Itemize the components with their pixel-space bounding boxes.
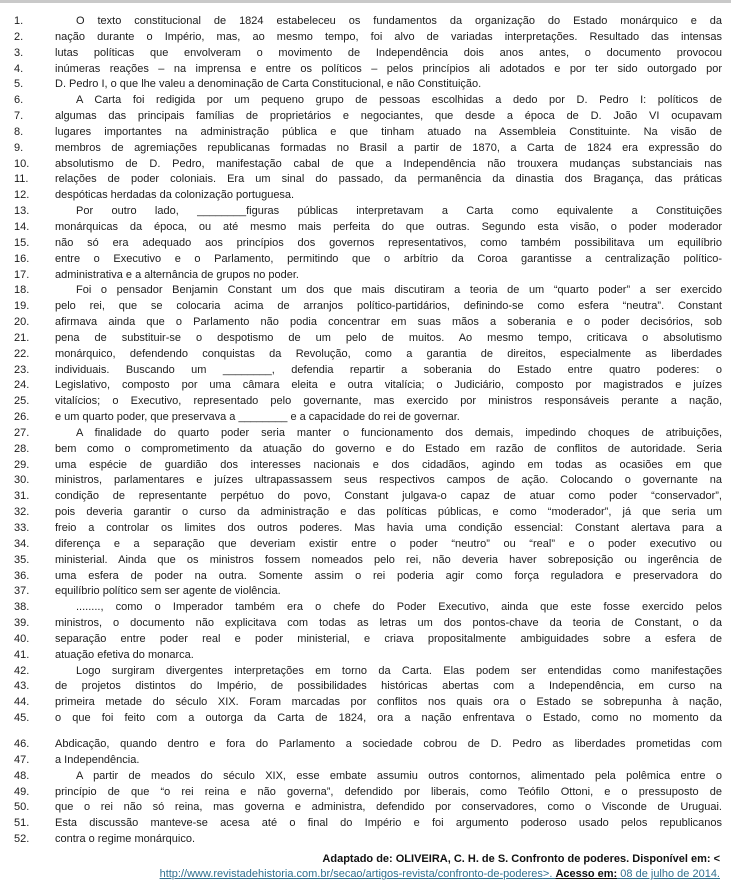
line-text: ........, como o Imperador também era o chefe do Poder Executivo, ainda que este fosse exercido pelos (76, 601, 722, 614)
line-number: 43. (14, 680, 30, 693)
text-line (14, 141, 722, 157)
line-text: pena de substituir-se o despotismo de um pelo de muitos. Ao mesmo tempo, criticava o absolutismo (55, 331, 722, 344)
text-line (14, 648, 722, 664)
text-line (14, 363, 722, 379)
line-text: diferença e a separação que deveriam existir entre o poder “neutro” ou “real” e o poder executivo ou (55, 537, 722, 550)
text-line (14, 394, 722, 410)
line-text: algumas das principais famílias de proprietários e negociantes, que desde a época de D. João VI ocupavam (55, 110, 722, 123)
line-text: absolutismo de D. Pedro, manifestação cabal de que a Independência não trouxera mudanças substanciais nas (55, 157, 722, 170)
footer (14, 852, 722, 883)
line-text: Legislativo, composto por uma câmara eleita e outra vitalícia; o Judiciário, composto por magistrados e juízes (55, 379, 722, 392)
text-line (14, 204, 722, 220)
line-text: ministros, parlamentares e juízes ultrapassassem seus respectivos campos de ação. Colocando o governante na (55, 474, 722, 487)
text-line (14, 14, 722, 30)
line-number: 32. (14, 506, 30, 519)
line-text: Esta discussão manteve-se acesa até o final do Império e foi argumento poderoso usado pelos republicanos (55, 817, 722, 830)
line-text: monárquicas da época, ou até mesmo mais perfeita do que outras. Segundo esta visão, o poder moderador (55, 220, 722, 233)
line-number: 25. (14, 395, 30, 408)
line-text: nação durante o Império, mas, ao mesmo tempo, foi alvo de variadas interpretações. Resultado das intensas (55, 30, 722, 43)
line-text: Por outro lado, ________figuras públicas interpretavam a Carta como equivalente a Constituições (76, 205, 722, 218)
line-number: 20. (14, 316, 30, 329)
line-text: administrativa e a alternância de grupos no poder. (55, 268, 299, 281)
text-line (14, 268, 722, 284)
line-number: 29. (14, 458, 30, 471)
line-number: 41. (14, 648, 30, 661)
text-line (14, 737, 722, 753)
text-line (14, 30, 722, 46)
line-text: membros de agremiações republicanas formadas no Brasil a partir de 1870, a Carta de 1824 era expressão do (55, 141, 722, 154)
text-line (14, 800, 722, 816)
line-number: 8. (14, 125, 24, 138)
source-link-suffix: >. (542, 868, 556, 881)
line-number: 39. (14, 617, 30, 630)
footer-credit: Adaptado de: OLIVEIRA, C. H. de S. Confronto de poderes. Disponível em: < (322, 852, 720, 865)
line-number: 28. (14, 442, 30, 455)
line-text: o que foi feito com a outorga da Carta de 1824, ora a nação enfrentava o Estado, como no momento da (55, 712, 722, 725)
text-line (14, 46, 722, 62)
line-text: lugares importantes na administração pública e que tinham atuado na Assembleia Constituinte. Na visão de (55, 125, 722, 138)
line-text: atuação efetiva do monarca. (55, 648, 194, 661)
text-line (14, 616, 722, 632)
line-text: bem como o comprometimento da atuação do governo e do Estado em razão de conflitos de autoridade. Seria (55, 442, 722, 455)
line-text: Foi o pensador Benjamin Constant um dos que mais discutiram a teoria de um “quarto poder” a ser exercido (76, 284, 722, 297)
text-line (14, 283, 722, 299)
text-line (14, 832, 722, 848)
line-number: 11. (14, 173, 29, 186)
line-number: 1. (14, 15, 24, 27)
line-text: O texto constitucional de 1824 estabeleceu os fundamentos da organização do Estado monárquico e da (76, 15, 722, 27)
text-line (14, 695, 722, 711)
line-text: inúmeras reações – na imprensa e entre os políticos – pelos princípios ali adotados e por ter sido outorgado por (55, 62, 722, 75)
line-text: relações de poder coloniais. Era um sinal do passado, da permanência da dinastia dos Bragança, das práticas (55, 173, 722, 186)
line-number: 14. (14, 220, 30, 233)
text-line (14, 473, 722, 489)
line-number: 35. (14, 553, 30, 566)
line-number: 50. (14, 801, 30, 814)
line-number: 44. (14, 696, 30, 709)
line-number: 3. (14, 46, 24, 59)
line-number: 7. (14, 110, 24, 123)
text-line (14, 93, 722, 109)
text-line (14, 600, 722, 616)
line-text: ministerial. Ainda que os ministros fossem nomeados pelo rei, não deveria haver sobreposição ou ingerência de (55, 553, 722, 566)
line-text: despóticas herdadas da colonização portuguesa. (55, 189, 295, 202)
line-text: uma espécie de guardião dos interesses nacionais e dos cidadãos, agindo em todas as ocasiões em que (55, 458, 722, 471)
text-line (14, 711, 722, 727)
line-number: 49. (14, 785, 30, 798)
line-number: 26. (14, 411, 30, 424)
line-text: pelo rei, que se colocaria acima de arranjos político-partidários, definindo-se como esfera “neutra”. Constant (55, 300, 722, 313)
line-number: 18. (14, 284, 30, 297)
line-number: 27. (14, 426, 30, 439)
text-line (14, 62, 722, 78)
line-text: princípio de que “o rei reina e não governa”, defendido por liberais, como Teófilo Ottoni, e o pressuposto de (55, 785, 722, 798)
line-number: 48. (14, 769, 30, 782)
line-number: 22. (14, 347, 30, 360)
line-text: individuais. Buscando um ________, defendia repartir a soberania do Estado entre quatro poderes: o (55, 363, 722, 376)
line-text: A finalidade do quarto poder seria manter o funcionamento dos demais, impedindo choques de atribuições, (76, 426, 722, 439)
line-number: 33. (14, 522, 30, 534)
text-line (14, 489, 722, 505)
line-text: a Independência. (55, 753, 140, 766)
text-line (14, 785, 722, 801)
line-number: 10. (14, 157, 30, 170)
text-line (14, 584, 722, 600)
text-line (14, 537, 722, 553)
line-number: 40. (14, 632, 30, 645)
text-line (14, 426, 722, 442)
text-line (14, 553, 722, 569)
line-text: não só era adequado aos princípios dos governos representativos, como também possibilitava um equilíbrio (55, 236, 722, 249)
access-label: Acesso em: (555, 868, 618, 881)
line-number: 36. (14, 569, 30, 582)
text-line (14, 679, 722, 695)
text-line (14, 632, 722, 648)
line-number: 12. (14, 189, 30, 202)
line-number: 45. (14, 712, 30, 725)
text-line (14, 236, 722, 252)
line-text: e um quarto poder, que preservava a ________ e a capacidade do rei de governar. (55, 411, 460, 424)
text-line (14, 569, 722, 585)
line-text: condição de representante perpétuo do povo, Constant julgava-o capaz de atuar como poder “conservador”, (55, 490, 722, 503)
text-line (14, 816, 722, 832)
line-text: monárquico, defendendo conquistas da Revolução, como a garantia de direitos, especialmente as liberdades (55, 347, 722, 360)
source-link[interactable]: http://www.revistadehistoria.com.br/secao/artigos-revista/confronto-de-poderes (159, 868, 543, 881)
line-text: contra o regime monárquico. (55, 833, 196, 846)
line-number: 37. (14, 585, 30, 598)
line-text: vitalícios; o Executivo, representado pelo governante, mas exercido por ministros responsáveis perante a nação, (55, 395, 722, 408)
line-text: freio a controlar os limites dos outros poderes. Mas havia uma condição essencial: Constant alertava para a (55, 522, 722, 534)
line-number: 4. (14, 62, 24, 75)
line-number: 9. (14, 141, 24, 154)
text-line (14, 315, 722, 331)
text-line (14, 753, 722, 769)
line-number: 47. (14, 753, 30, 766)
text-line (14, 157, 722, 173)
text-line (14, 378, 722, 394)
line-number: 38. (14, 601, 30, 614)
text-line (14, 410, 722, 426)
line-number: 17. (14, 268, 30, 281)
line-text: D. Pedro I, o que lhe valeu a denominação de Carta Constitucional, e não Constituição. (55, 78, 482, 91)
line-text: pois deveria garantir o curso da administração e das políticas públicas, e como “moderador”, já que seria um (55, 506, 722, 519)
line-text: A Carta foi redigida por um pequeno grupo de pessoas escolhidas a dedo por D. Pedro I: políticos de (76, 94, 722, 107)
text-line (14, 109, 722, 125)
text-line (14, 125, 722, 141)
line-number: 19. (14, 300, 30, 313)
line-text: primeira metade do século XIX. Foram marcadas por conflitos nos quais ora o Estado se sobrepunha à nação, (55, 696, 722, 709)
line-number: 6. (14, 94, 24, 107)
text-line (14, 252, 722, 268)
text-line (14, 769, 722, 785)
line-number: 23. (14, 363, 30, 376)
line-number: 31. (14, 490, 30, 503)
footer-source-line (14, 867, 720, 883)
text-line (14, 347, 722, 363)
line-number: 46. (14, 737, 30, 750)
line-number: 42. (14, 664, 30, 677)
text-line (14, 505, 722, 521)
line-number: 13. (14, 205, 30, 218)
text-line (14, 77, 722, 93)
text-line (14, 331, 722, 347)
access-date: 08 de julho de 2014. (617, 868, 720, 881)
line-text: uma esfera de poder na outra. Somente assim o rei poderia agir como força reguladora e preservadora do (55, 569, 722, 582)
line-text: Abdicação, quando dentro e fora do Parlamento a sociedade cobrou de D. Pedro as liberdades prometidas com (55, 737, 722, 750)
line-number: 34. (14, 537, 30, 550)
text-line (14, 220, 722, 236)
text-line (14, 664, 722, 680)
line-text: que o rei não só reina, mas governa e administra, defendido por conservadores, como o Visconde de Uruguai. (55, 801, 722, 814)
text-line (14, 188, 722, 204)
text-line (14, 172, 722, 188)
line-number: 24. (14, 379, 30, 392)
line-text: Logo surgiram divergentes interpretações em torno da Carta. Elas podem ser entendidas como manifestações (76, 664, 722, 677)
text-line (14, 442, 722, 458)
line-number: 15. (14, 236, 30, 249)
line-text: equilíbrio político sem ser agente de violência. (55, 585, 281, 598)
line-text: entre o Executivo e o Parlamento, permitindo que o arbítrio da Coroa garantisse a centralização político- (55, 252, 722, 265)
line-number: 21. (14, 331, 30, 344)
line-text: ministros, o documento não explicitava com todas as letras um dos pontos-chave da teoria de Constant, o da (55, 617, 722, 630)
line-number: 5. (14, 78, 24, 91)
text-body (14, 14, 722, 848)
line-text: lutas políticas que envolveram o movimento de Independência dois anos antes, o documento provocou (55, 46, 722, 59)
text-line (14, 299, 722, 315)
text-line (14, 458, 722, 474)
line-number: 52. (14, 833, 30, 846)
document-page (0, 3, 731, 883)
text-line (14, 521, 722, 537)
line-number: 30. (14, 474, 30, 487)
line-text: afirmava ainda que o Parlamento não podia concentrar em suas mãos a soberania e o poder decisórios, sob (55, 316, 722, 329)
line-number: 51. (14, 817, 30, 830)
line-number: 16. (14, 252, 30, 265)
line-text: de projetos distintos do Império, de possibilidades históricas abertas com a Independência, em curso na (55, 680, 722, 693)
line-text: separação entre poder real e poder ministerial, e criava propositalmente ambiguidades sobre a esfera de (55, 632, 722, 645)
line-text: A partir de meados do século XIX, esse embate assumiu outros contornos, alimentado pela polêmica entre o (76, 769, 722, 782)
line-number: 2. (14, 30, 24, 43)
